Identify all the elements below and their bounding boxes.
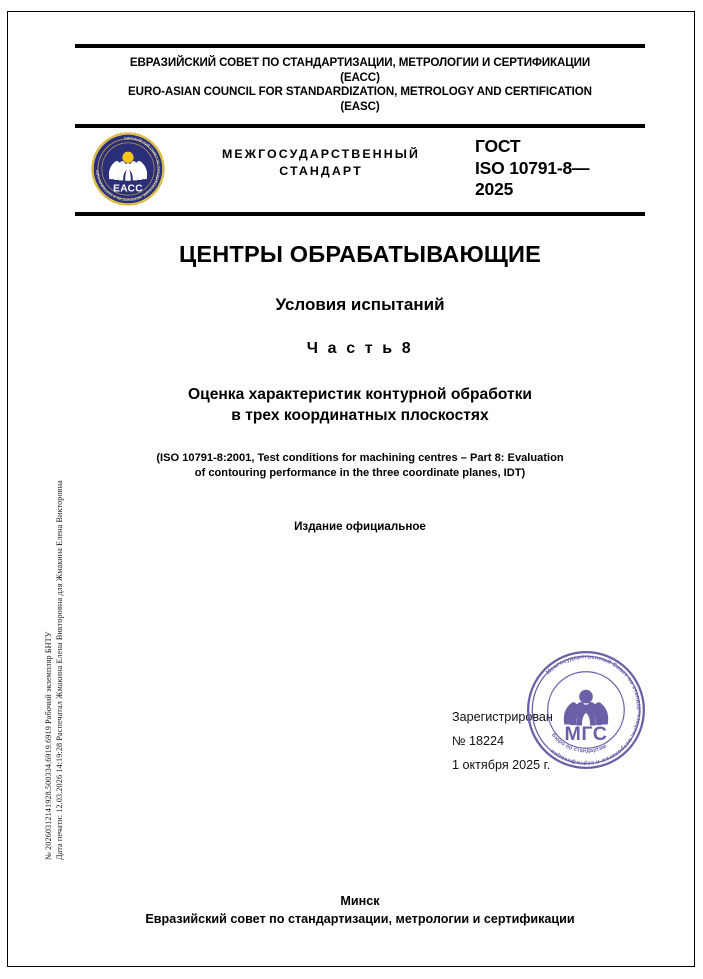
designation-prefix: ГОСТ bbox=[475, 136, 521, 156]
registration-date: 1 октября 2025 г. bbox=[452, 758, 551, 772]
print-watermark-line-2: Дата печати: 12.03.2026 14:19:28 Распечатал Жмакина Елена Викторовна для Жмакина Елена Викторовна bbox=[54, 480, 64, 860]
document-scope-line-1: Оценка характеристик контурной обработки bbox=[188, 386, 532, 403]
iso-reference-line-2: of contouring performance in the three coordinate planes, IDT) bbox=[194, 467, 526, 479]
svg-text:ЕАСС: ЕАСС bbox=[113, 183, 143, 195]
easc-emblem-icon bbox=[89, 130, 167, 208]
svg-text:МГС: МГС bbox=[564, 722, 608, 745]
designation-year: 2025 bbox=[475, 179, 514, 199]
print-watermark bbox=[0, 0, 64, 979]
document-scope-line-2: в трех координатных плоскостях bbox=[231, 406, 489, 424]
interstate-standard-line-1: МЕЖГОСУДАРСТВЕННЫЙ bbox=[221, 147, 421, 161]
interstate-standard-label bbox=[185, 146, 457, 180]
council-header bbox=[75, 56, 645, 114]
iso-reference bbox=[75, 451, 645, 481]
iso-reference-line-1: (ISO 10791-8:2001, Test conditions for machining centres – Part 8: Evaluation bbox=[156, 452, 564, 464]
document-scope bbox=[75, 385, 645, 426]
document-subtitle: Условия испытаний bbox=[275, 295, 445, 314]
page-title: ЦЕНТРЫ ОБРАБАТЫВАЮЩИЕ bbox=[178, 241, 541, 267]
header-rule-bottom bbox=[75, 212, 645, 216]
council-abbrev-en: (EASC) bbox=[340, 99, 380, 113]
svg-text:ЕВРАЗИЙСКИЙ СОВЕТ ПО СТАНДАРТИ: ЕВРАЗИЙСКИЙ СОВЕТ ПО СТАНДАРТИЗАЦИИ, МЕТРОЛОГИИ И СЕРТИФИКАЦИИ bbox=[95, 136, 161, 202]
svg-text:Бюро по стандартам: Бюро по стандартам bbox=[550, 732, 608, 755]
council-abbrev-ru: (ЕАСС) bbox=[340, 70, 380, 84]
interstate-standard-line-2: СТАНДАРТ bbox=[279, 164, 363, 178]
official-edition-label: Издание официальное bbox=[294, 520, 426, 533]
mgs-seal-icon bbox=[524, 648, 648, 772]
print-watermark-line-1: № 20260312141928.500334.6919.6919 Рабочий экземпляр БНТУ bbox=[44, 631, 53, 860]
registration-status: Зарегистрирован bbox=[452, 710, 553, 724]
document-part: Ч а с т ь 8 bbox=[306, 340, 414, 357]
footer-organization: Евразийский совет по стандартизации, метрологии и сертификации bbox=[145, 911, 575, 926]
council-name-en: EURO-ASIAN COUNCIL FOR STANDARDIZATION, METROLOGY AND CERTIFICATION bbox=[128, 85, 592, 99]
document-title-block bbox=[75, 240, 645, 534]
header-rule-top bbox=[75, 44, 645, 48]
registration-number: № 18224 bbox=[452, 734, 505, 748]
designation-number: ISO 10791-8— bbox=[475, 157, 590, 178]
footer-city: Минск bbox=[340, 894, 380, 908]
svg-text:Межгосударственный Совет по ст: Межгосударственный Совет по стандартизации, метрологии и сертификации bbox=[545, 654, 642, 766]
emblem-row bbox=[75, 128, 645, 210]
footer bbox=[75, 893, 645, 928]
standard-designation bbox=[475, 136, 645, 201]
council-name-ru: ЕВРАЗИЙСКИЙ СОВЕТ ПО СТАНДАРТИЗАЦИИ, МЕТРОЛОГИИ И СЕРТИФИКАЦИИ bbox=[129, 56, 591, 69]
